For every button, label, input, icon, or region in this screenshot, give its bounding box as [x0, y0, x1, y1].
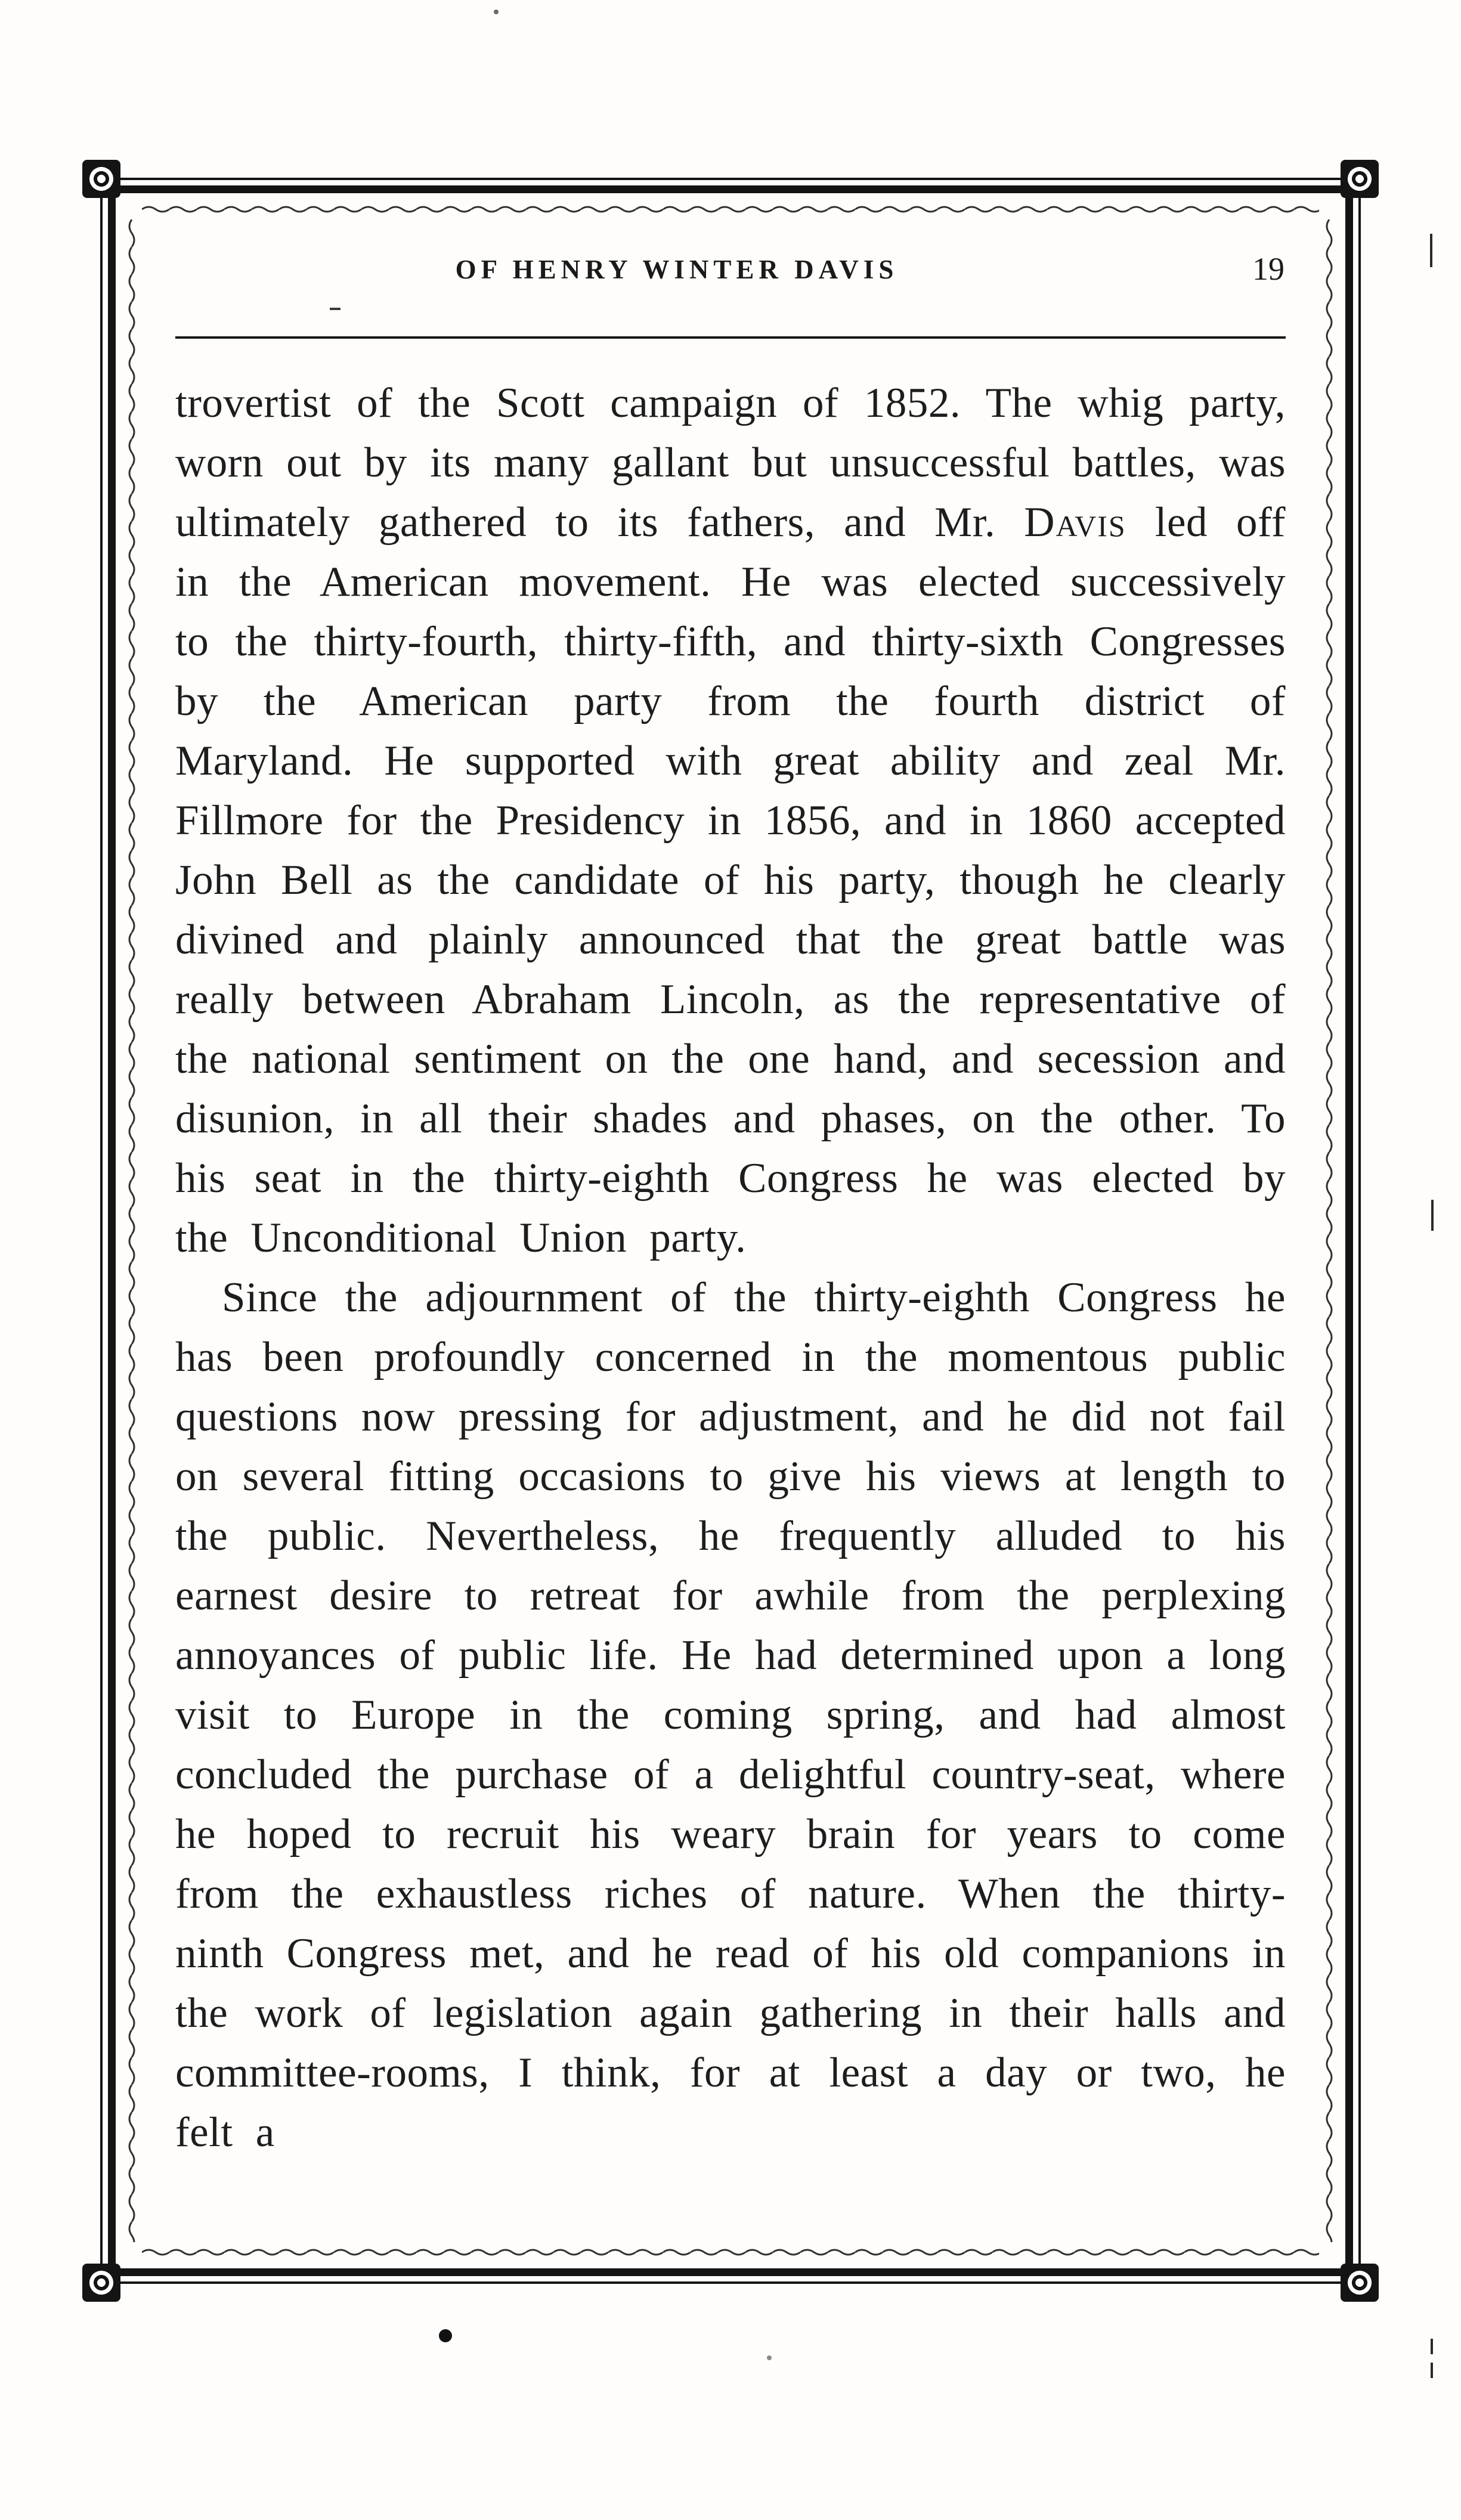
running-header-center: [175, 254, 1178, 285]
scan-artifact: [1431, 2339, 1433, 2378]
paragraph: [175, 1268, 1286, 2162]
corner-ornament-bottom-right: [1341, 2264, 1379, 2302]
corner-ornament-bottom-left: [82, 2264, 120, 2302]
text-run: Since the adjournment of the thirty-eighth Congress he has been profoundly concerned in the momentous public questions now pressing for adjustment, and he did not fail on several fitting occasions to give his views at length to the public. Nevertheless, he frequently alluded to his earnest desire to retreat for awhile from the perplexing annoyances of public life. He had determined upon a long visit to Europe in the coming spring, and had almost concluded the purchase of a delightful country-seat, where he hoped to recruit his weary brain for years to come from the exhaustless riches of nature. When the thirty-ninth Congress met, and he read of his old companions in the work of legislation again gathering in their halls and committee-rooms, I think, for at least a day or two, he felt a: [175, 1274, 1286, 2156]
smallcaps-name: Davis: [1024, 499, 1126, 546]
page-number: 19: [1252, 251, 1284, 287]
wave-ornament-bottom: [142, 2247, 1319, 2258]
wave-ornament-left: [126, 219, 137, 2242]
page-header-title: OF HENRY WINTER DAVIS: [455, 255, 899, 284]
scan-artifact: [1431, 1200, 1434, 1231]
text-run: trovertist of the Scott campaign of 1852. The whig party, worn out by its many gallant but unsuccessful battles, was ultimately gathered to its fathers, and Mr.: [175, 380, 1286, 546]
page-frame: [100, 178, 1361, 2284]
corner-ornament-top-right: [1341, 160, 1379, 198]
scan-artifact: [767, 2355, 772, 2360]
running-header: [175, 251, 1286, 292]
header-rule: [175, 336, 1286, 339]
corner-ornament-top-left: [82, 160, 120, 198]
scan-artifact: [439, 2329, 452, 2342]
text-run: led off in the American movement. He was elected successively to the thirty-fourth, thirty-fifth, and thirty-sixth Congresses by the American party from the fourth district of Maryland. He supported with great ability and zeal Mr. Fillmore for the Presidency in 1856, and in 1860 accepted John Bell as the candidate of his party, though he clearly divined and plainly announced that the great battle was really between Abraham Lincoln, as the representative of the national sentiment on the one hand, and secession and disunion, in all their shades and phases, on the other. To his seat in the thirty-eighth Congress he was elected by the Unconditional Union party.: [175, 499, 1286, 1261]
page-content: [147, 224, 1314, 2237]
scan-artifact: [1430, 234, 1432, 267]
paragraph: [175, 373, 1286, 1268]
wave-ornament-top: [142, 204, 1319, 215]
body-text: [175, 373, 1286, 2162]
wave-ornament-right: [1324, 219, 1335, 2242]
scan-artifact: [494, 10, 499, 14]
